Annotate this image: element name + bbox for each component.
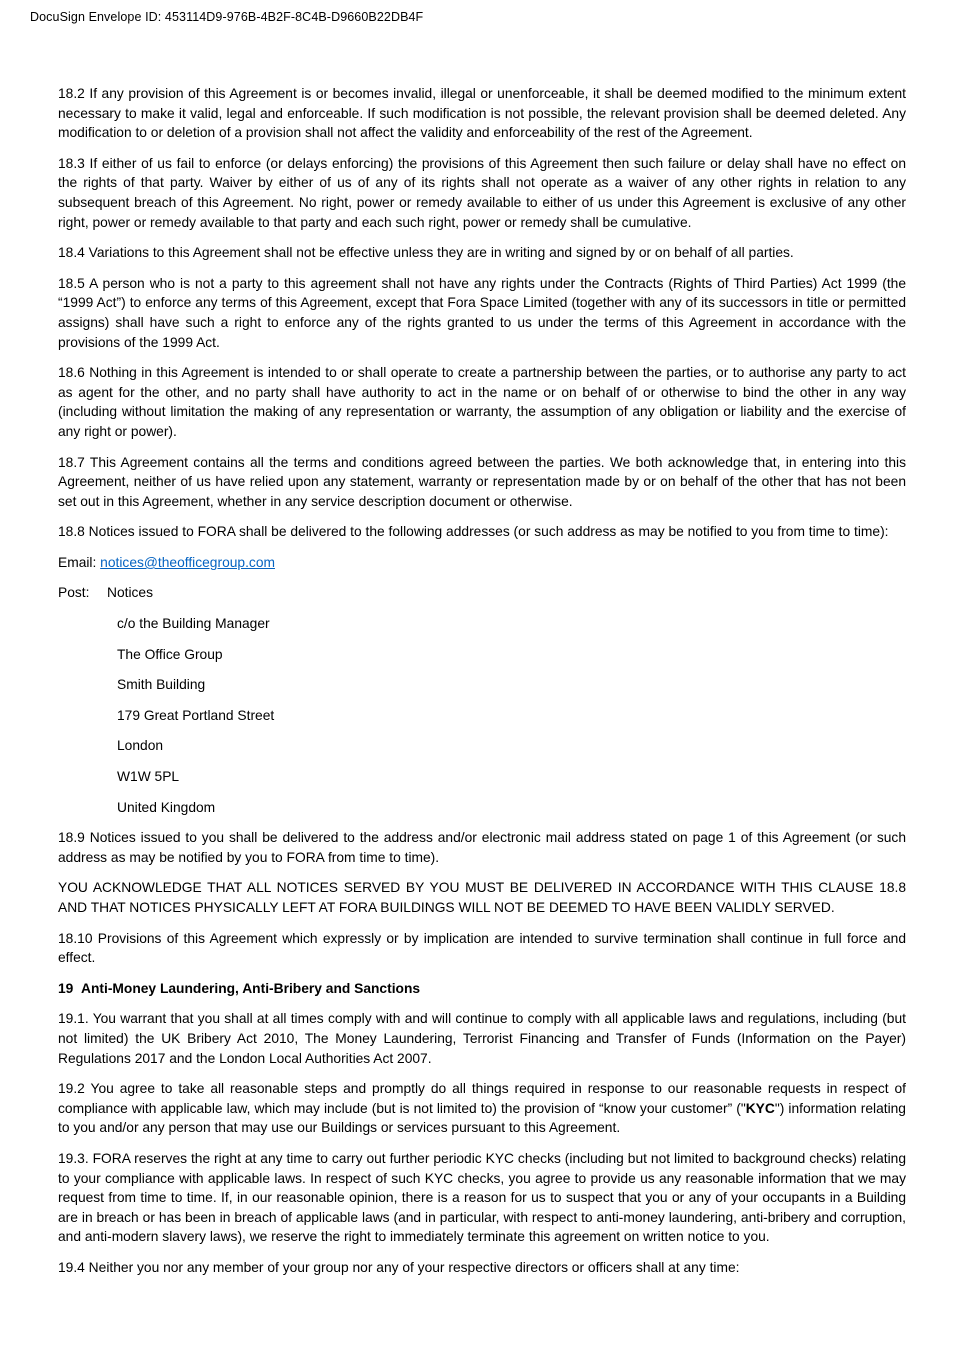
section-19-number: 19 [58, 980, 74, 996]
clause-19-2-post: ") information relating to you and/or any person that may use our Buildings or services pursuant to this Agreement. [58, 1100, 906, 1136]
notice-acknowledgement: YOU ACKNOWLEDGE THAT ALL NOTICES SERVED BY YOU MUST BE DELIVERED IN ACCORDANCE WITH THIS CLAUSE 18.8 AND THAT NOTICES PHYSICALLY LEFT AT FORA BUILDINGS WILL NOT BE DEEMED TO HAVE BEEN VALIDLY SERVED. [58, 880, 906, 915]
address-line-street: 179 Great Portland Street [117, 707, 275, 723]
address-line-postcode: W1W 5PL [117, 769, 180, 785]
address-line-country: United Kingdom [117, 799, 216, 815]
clause-19-3: 19.3. FORA reserves the right at any time to carry out further periodic KYC checks (including but not limited to background checks) relating to your compliance with applicable laws. In respect of such KYC checks, you agree to provide us any reasonable information that we may request from time to time. If, in our reasonable opinion, there is a reason for us to suspect that you or any of your occupants in a Building are in breach or has been in breach of applicable laws (and in particular, with respect to anti-money laundering, anti-bribery and corruption, and anti-modern slavery laws), we reserve the right to immediately terminate this agreement on written notice to you. [58, 1150, 906, 1245]
clause-18-6: 18.6 Nothing in this Agreement is intended to or shall operate to create a partnership between the parties, or to authorise any party to act as agent for the other, and no party shall have authority to act in the name or on behalf of or otherwise to bind the other in any way (including without limitation the making of any representation or warranty, the assumption of any obligation or liability and the exercise of any right or power). [58, 365, 906, 439]
notice-email-line [58, 553, 906, 573]
docusign-envelope-id: DocuSign Envelope ID: 453114D9-976B-4B2F-8C4B-D9660B22DB4F [30, 10, 424, 24]
address-line-city: London [117, 738, 164, 754]
email-link[interactable]: notices@theofficegroup.com [100, 554, 275, 570]
clause-19-1: 19.1. You warrant that you shall at all times comply with and will continue to comply with all applicable laws and regulations, including (but not limited) the UK Bribery Act 2010, The Money Laundering, Terrorist Financing and Transfer of Funds (Information on the Payer) Regulations 2017 and the London Local Authorities Act 2007. [58, 1011, 906, 1066]
address-line-building-manager: c/o the Building Manager [117, 616, 270, 632]
clause-18-10: 18.10 Provisions of this Agreement which expressly or by implication are intended to survive termination shall continue in full force and effect. [58, 930, 906, 966]
section-19-heading [58, 979, 906, 999]
clause-19-4: 19.4 Neither you nor any member of your group nor any of your respective directors or officers shall at any time: [58, 1259, 740, 1275]
clause-19-2-pre: 19.2 You agree to take all reasonable steps and promptly do all things required in response to our reasonable requests in respect of compliance with applicable law, which may include (but is not limited to) the provision of “know your customer” (" [58, 1081, 906, 1116]
clause-18-7: 18.7 This Agreement contains all the terms and conditions agreed between the parties. We both acknowledge that, in entering into this Agreement, neither of us have relied upon any statement, warranty or representation made by or on behalf of the other that has not been set out in this Agreement, whether in any service description document or otherwise. [58, 454, 906, 509]
post-value: Notices [107, 585, 154, 601]
notice-post-line [58, 583, 906, 603]
clause-19-2-kyc-bold: KYC [745, 1100, 775, 1116]
clause-18-5: 18.5 A person who is not a party to this agreement shall not have any rights under the Contracts (Rights of Third Parties) Act 1999 (the “1999 Act”) to enforce any terms of this Agreement, except that Fora Space Limited (together with any of its successors in title or permitted assigns) shall have such a right to enforce any of the rights granted to us under the terms of this Agreement in accordance with the provisions of the 1999 Act. [58, 275, 906, 350]
address-line-company: The Office Group [117, 646, 223, 662]
clause-18-8: 18.8 Notices issued to FORA shall be delivered to the following addresses (or such address as may be notified to you from time to time): [58, 524, 889, 540]
document-content [58, 84, 906, 1289]
post-label: Post: [58, 585, 90, 601]
clause-18-9: 18.9 Notices issued to you shall be delivered to the address and/or electronic mail address stated on page 1 of this Agreement (or such address as may be notified by you to FORA from time to time). [58, 830, 906, 865]
section-19-title: Anti-Money Laundering, Anti-Bribery and Sanctions [81, 980, 421, 996]
email-label: Email: [58, 554, 101, 570]
address-line-building: Smith Building [117, 677, 206, 693]
clause-18-2: 18.2 If any provision of this Agreement is or becomes invalid, illegal or unenforceable, it shall be deemed modified to the minimum extent necessary to make it valid, legal and enforceable. If such modification is not possible, the relevant provision shall be deemed deleted. Any modification to or deletion of a provision shall not affect the validity and enforceability of the rest of the Agreement. [58, 86, 906, 141]
clause-18-3: 18.3 If either of us fail to enforce (or delays enforcing) the provisions of this Agreement then such failure or delay shall have no effect on the rights of that party. Waiver by either of us of any of its rights shall not operate as a waiver of any other rights in relation to any subsequent breach of this Agreement. No right, power or remedy available to either of us under this Agreement is exclusive of any other right, power or remedy available to that party and each such right, power or remedy shall be cumulative. [58, 155, 906, 230]
clause-18-4: 18.4 Variations to this Agreement shall not be effective unless they are in writing and signed by or on behalf of all parties. [58, 245, 794, 261]
clause-19-2 [58, 1079, 906, 1138]
